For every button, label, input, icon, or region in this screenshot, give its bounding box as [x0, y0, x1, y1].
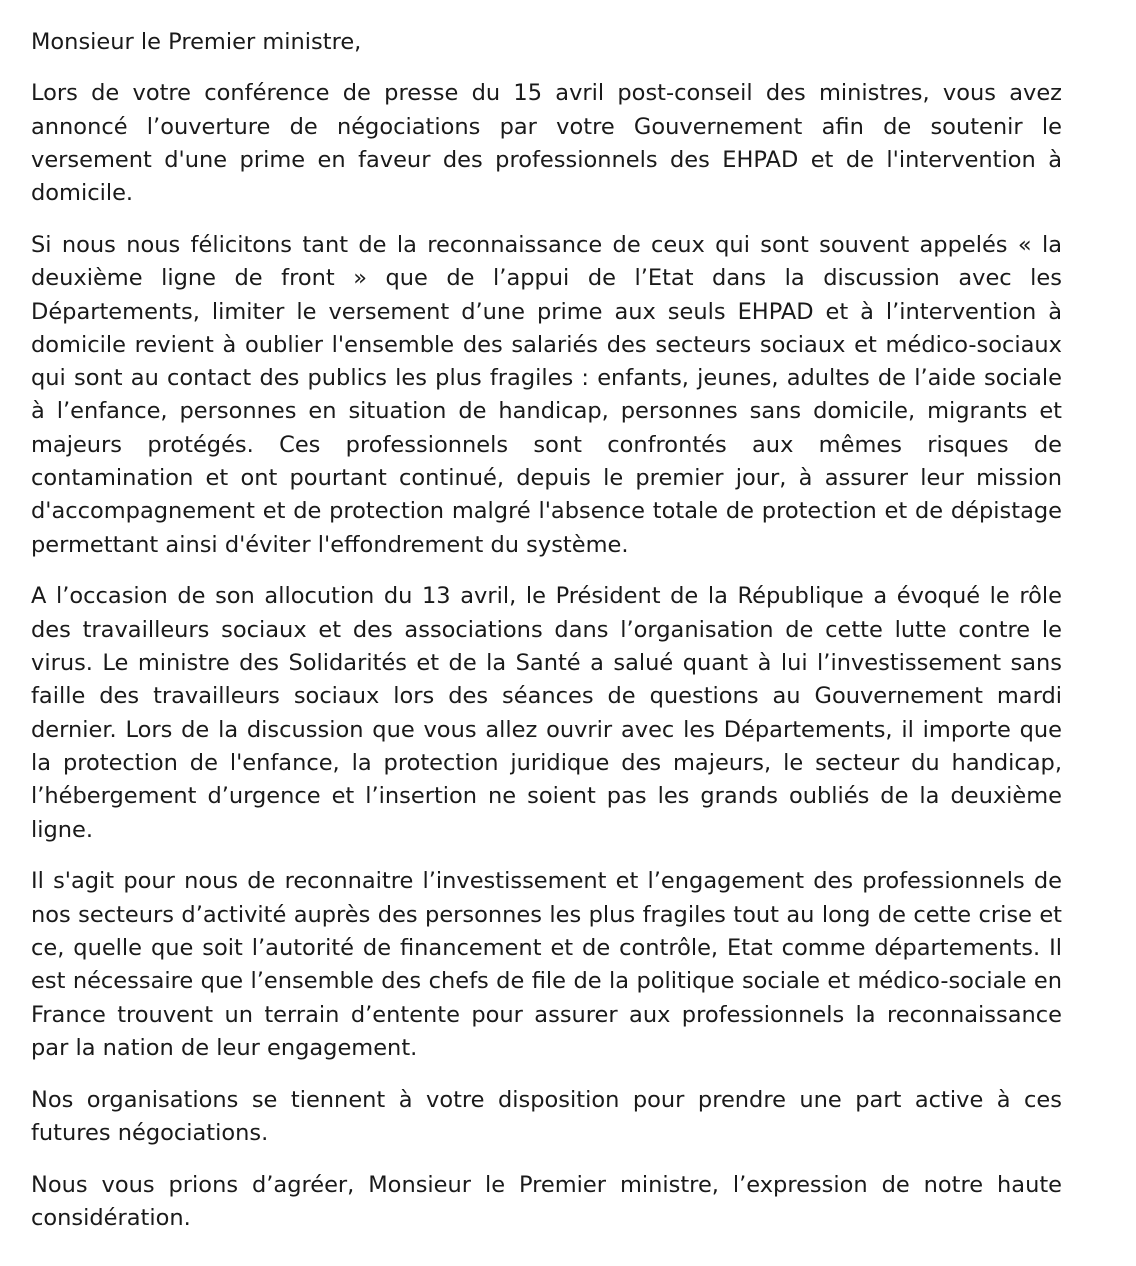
paragraph-closing: Nous vous prions d’agréer, Monsieur le Premier ministre, l’expression de notre haute considération.	[31, 1171, 1062, 1231]
paragraph-president-address: A l’occasion de son allocution du 13 avril, le Président de la République a évoqué le rôle des travailleurs sociaux et des associations dans l’organisation de cette lutte contre le virus. Le ministre des Solidarités et de la Santé a salué quant à lui l’investissement sans faille des travailleurs sociaux lors des séances de questions au Gouvernement mardi dernier. Lors de la discussion que vous allez ouvrir avec les Départements, il importe que la protection de l'enfance, la protection juridique des majeurs, le secteur du handicap, l’hébergement d’urgence et l’insertion ne soient pas les grands oubliés de la deuxième ligne.	[31, 583, 1062, 843]
paragraph-availability: Nos organisations se tiennent à votre disposition pour prendre une part active à ces futures négociations.	[31, 1086, 1062, 1146]
letter-body	[31, 26, 1062, 1254]
paragraph-announcement: Lors de votre conférence de presse du 15 avril post-conseil des ministres, vous avez annoncé l’ouverture de négociations par votre Gouvernement afin de soutenir le versement d'une prime en faveur des professionnels des EHPAD et de l'intervention à domicile.	[31, 80, 1062, 207]
paragraph-recognition: Il s'agit pour nous de reconnaitre l’investissement et l’engagement des professionnels de nos secteurs d’activité auprès des personnes les plus fragiles tout au long de cette crise et ce, quelle que soit l’autorité de financement et de contrôle, Etat comme départements. Il est nécessaire que l’ensemble des chefs de file de la politique sociale et médico-sociale en France trouvent un terrain d’entente pour assurer aux professionnels la reconnaissance par la nation de leur engagement.	[31, 868, 1062, 1061]
salutation: Monsieur le Premier ministre,	[31, 29, 362, 55]
paragraph-second-line-workers: Si nous nous félicitons tant de la reconnaissance de ceux qui sont souvent appelés « la deuxième ligne de front » que de l’appui de l’Etat dans la discussion avec les Départements, limiter le versement d’une prime aux seuls EHPAD et à l’intervention à domicile revient à oublier l'ensemble des salariés des secteurs sociaux et médico-sociaux qui sont au contact des publics les plus fragiles : enfants, jeunes, adultes de l’aide sociale à l’enfance, personnes en situation de handicap, personnes sans domicile, migrants et majeurs protégés. Ces professionnels sont confrontés aux mêmes risques de contamination et ont pourtant continué, depuis le premier jour, à assurer leur mission d'accompagnement et de protection malgré l'absence totale de protection et de dépistage permettant ainsi d'éviter l'effondrement du système.	[31, 231, 1062, 558]
